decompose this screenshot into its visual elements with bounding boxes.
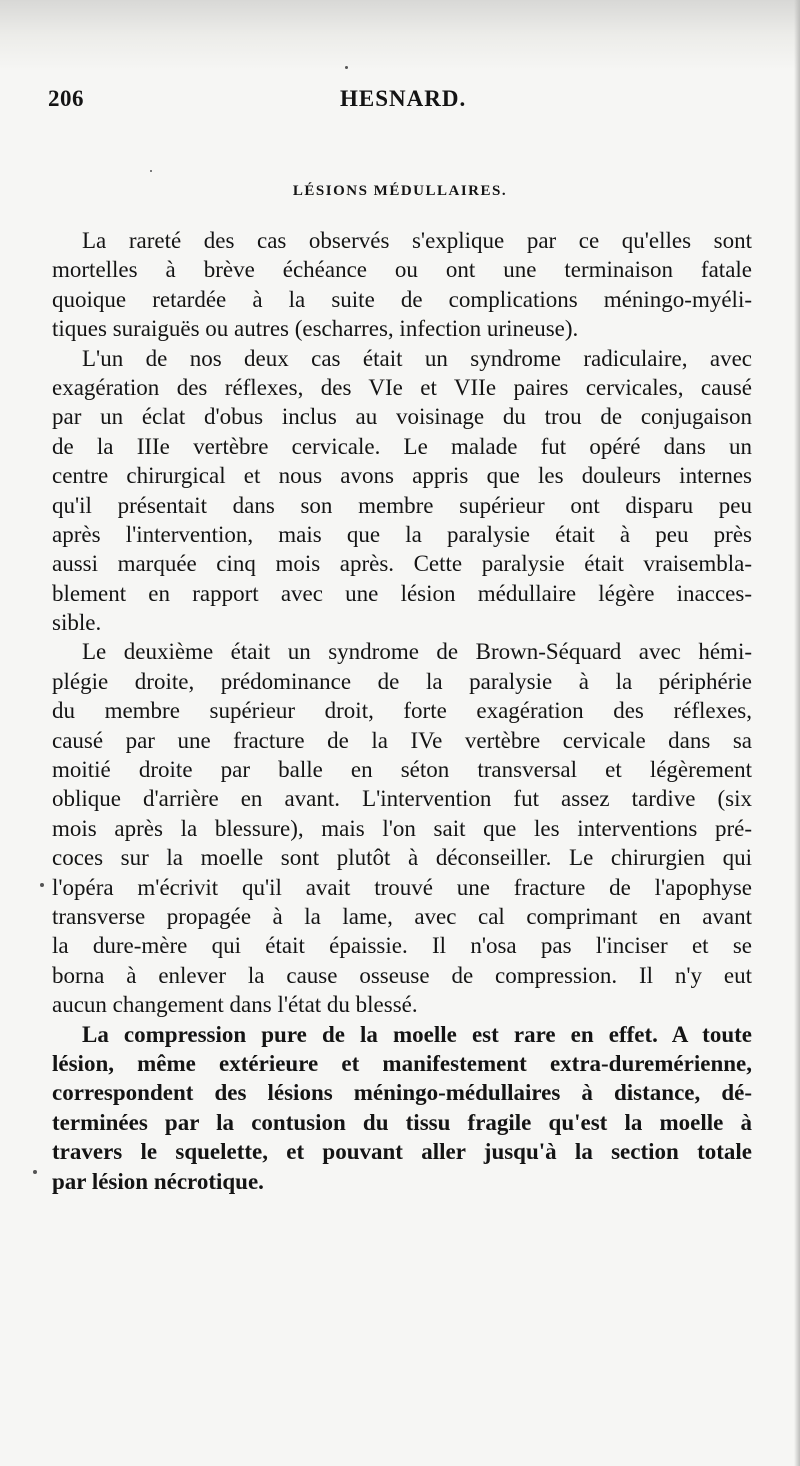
scan-speck [33, 1170, 37, 1174]
text-line: après l'intervention, mais que la paralysie était à peu près [52, 521, 752, 547]
scan-speck [345, 66, 348, 69]
body-text [52, 226, 752, 1196]
text-line: moitié droite par balle en séton transversal et légèrement [52, 757, 752, 783]
text-line: mois après la blessure), mais l'on sait que les interventions pré- [52, 815, 752, 841]
text-line: transverse propagée à la lame, avec cal comprimant en avant [52, 903, 752, 929]
text-line: oblique d'arrière en avant. L'intervention fut assez tardive (six [52, 786, 752, 812]
running-head [48, 86, 752, 118]
section-heading: LÉSIONS MÉDULLAIRES. [292, 183, 508, 199]
scan-shadow [0, 0, 800, 70]
paragraph-4 [52, 1020, 752, 1196]
text-line: correspondent des lésions méningo-médullaires à distance, dé- [52, 1080, 752, 1106]
text-line: du membre supérieur droit, forte exagération des réflexes, [52, 698, 752, 724]
scan-edge [794, 0, 800, 1466]
text-line: mortelles à brève échéance ou ont une terminaison fatale [52, 257, 752, 283]
text-line: qu'il présentait dans son membre supérieur ont disparu peu [52, 492, 752, 518]
text-line: aucun changement dans l'état du blessé. [52, 992, 418, 1018]
text-line: causé par une fracture de la IVe vertèbre cervicale dans sa [52, 727, 752, 753]
text-line: sible. [52, 610, 102, 636]
paragraph-2 [52, 344, 752, 638]
text-line: travers le squelette, et pouvant aller jusqu'à la section totale [52, 1139, 752, 1165]
text-line: l'opéra m'écrivit qu'il avait trouvé une fracture de l'apophyse [52, 874, 752, 900]
text-line: la dure-mère qui était épaissie. Il n'osa pas l'inciser et se [52, 933, 752, 959]
running-title: HESNARD. [340, 86, 467, 111]
scan-speck [40, 883, 44, 887]
text-line: plégie droite, prédominance de la paralysie à la périphérie [52, 668, 752, 694]
text-line: La rareté des cas observés s'explique par ce qu'elles sont [82, 228, 752, 253]
text-line: exagération des réflexes, des VIe et VIIe paires cervicales, causé [52, 374, 752, 400]
text-line: borna à enlever la cause osseuse de compression. Il n'y eut [52, 962, 752, 988]
paragraph-1 [52, 226, 752, 344]
text-line: par lésion nécrotique. [52, 1168, 264, 1194]
text-line: Le deuxième était un syndrome de Brown-Séquard avec hémi- [82, 639, 752, 665]
text-line: de la IIIe vertèbre cervicale. Le malade fut opéré dans un [52, 433, 752, 459]
text-line: blement en rapport avec une lésion médullaire légère inacces- [52, 580, 752, 606]
page-number: 206 [48, 86, 84, 111]
text-line: L'un de nos deux cas était un syndrome radiculaire, avec [82, 345, 752, 371]
text-line: par un éclat d'obus inclus au voisinage du trou de conjugaison [52, 404, 752, 430]
text-line: quoique retardée à la suite de complications méningo-myéli- [52, 286, 752, 312]
paragraph-3 [52, 637, 752, 1019]
scan-speck [150, 170, 152, 172]
text-line: tiques suraiguës ou autres (escharres, infection urineuse). [52, 316, 579, 342]
text-line: aussi marquée cinq mois après. Cette paralysie était vraisembla- [52, 551, 752, 577]
text-line: centre chirurgical et nous avons appris que les douleurs internes [52, 463, 752, 489]
text-line: lésion, même extérieure et manifestement extra-duremérienne, [52, 1050, 752, 1076]
text-line: terminées par la contusion du tissu fragile qu'est la moelle à [52, 1109, 752, 1135]
text-line: La compression pure de la moelle est rare en effet. A toute [82, 1021, 752, 1047]
text-line: coces sur la moelle sont plutôt à déconseiller. Le chirurgien qui [52, 845, 752, 871]
